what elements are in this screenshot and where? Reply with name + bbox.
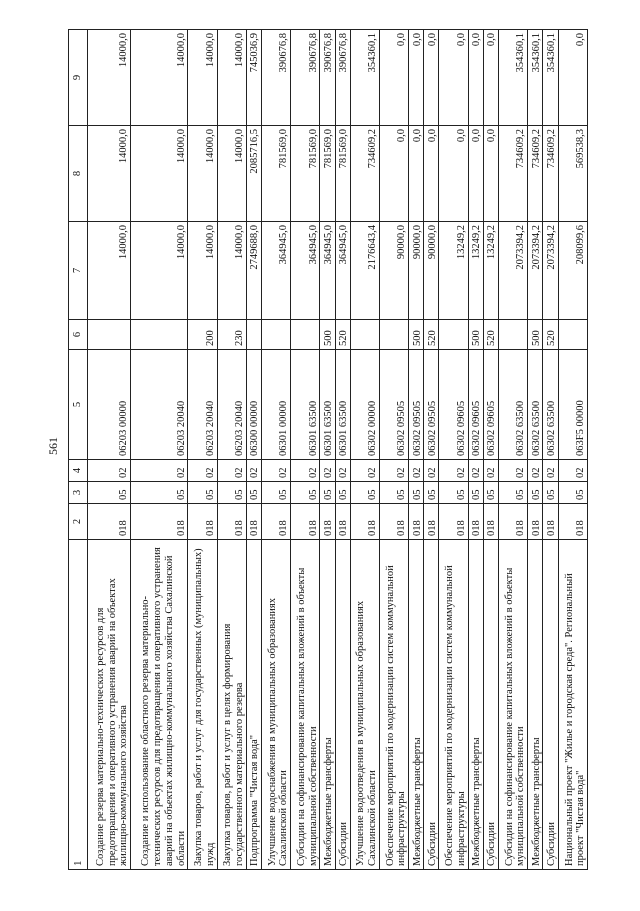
row-value-cell: 390676,8	[261, 30, 290, 126]
row-value-cell: 02	[335, 460, 350, 482]
row-value-cell: 06302 09605	[439, 350, 468, 460]
row-value-cell: 02	[188, 460, 217, 482]
row-value-cell: 13249,2	[483, 222, 498, 320]
row-value-cell: 734609,2	[350, 126, 379, 222]
row-name-cell: Субсидии	[483, 540, 498, 870]
row-value-cell: 06302 63500	[528, 350, 543, 460]
row-value-cell: 05	[131, 482, 188, 504]
row-value-cell: 018	[499, 504, 528, 540]
row-value-cell: 354360,1	[499, 30, 528, 126]
row-value-cell: 0,0	[424, 126, 439, 222]
column-header: 3	[69, 482, 88, 504]
row-value-cell: 500	[320, 320, 335, 350]
row-value-cell: 06302 09505	[409, 350, 424, 460]
row-name-cell: Межбюджетные трансферты	[528, 540, 543, 870]
row-value-cell: 14000,0	[217, 30, 246, 126]
row-value-cell: 018	[131, 504, 188, 540]
table-row	[439, 30, 468, 870]
row-value-cell	[379, 320, 408, 350]
row-value-cell: 569538,3	[558, 126, 587, 222]
row-value-cell: 018	[379, 504, 408, 540]
row-value-cell: 14000,0	[88, 30, 131, 126]
row-value-cell: 05	[439, 482, 468, 504]
row-value-cell	[261, 320, 290, 350]
row-value-cell: 05	[217, 482, 246, 504]
row-value-cell	[246, 320, 261, 350]
row-value-cell: 745036,9	[246, 30, 261, 126]
row-value-cell: 02	[246, 460, 261, 482]
row-value-cell: 02	[499, 460, 528, 482]
table-body	[88, 30, 588, 870]
row-value-cell: 200	[188, 320, 217, 350]
table-row	[528, 30, 543, 870]
table-row	[131, 30, 188, 870]
row-value-cell: 06302 09605	[468, 350, 483, 460]
row-value-cell: 018	[483, 504, 498, 540]
column-header: 7	[69, 222, 88, 320]
row-value-cell: 018	[424, 504, 439, 540]
row-value-cell: 500	[468, 320, 483, 350]
row-value-cell: 063F5 00000	[558, 350, 587, 460]
row-value-cell: 364945,0	[261, 222, 290, 320]
row-value-cell: 0,0	[468, 126, 483, 222]
row-value-cell: 02	[424, 460, 439, 482]
row-value-cell: 05	[558, 482, 587, 504]
row-value-cell: 05	[350, 482, 379, 504]
column-header: 5	[69, 350, 88, 460]
row-value-cell: 2073394,2	[499, 222, 528, 320]
row-value-cell: 2176643,4	[350, 222, 379, 320]
row-value-cell: 02	[261, 460, 290, 482]
row-value-cell: 0,0	[379, 126, 408, 222]
row-value-cell: 06301 00000	[261, 350, 290, 460]
row-value-cell: 05	[409, 482, 424, 504]
table-row	[188, 30, 217, 870]
column-header: 1	[69, 540, 88, 870]
row-value-cell: 02	[558, 460, 587, 482]
table-row	[483, 30, 498, 870]
row-name-cell: Субсидии	[543, 540, 558, 870]
row-value-cell: 06300 00000	[246, 350, 261, 460]
row-value-cell: 05	[424, 482, 439, 504]
column-header: 6	[69, 320, 88, 350]
row-value-cell: 90000,0	[424, 222, 439, 320]
row-value-cell	[350, 320, 379, 350]
row-value-cell: 018	[468, 504, 483, 540]
row-value-cell: 05	[188, 482, 217, 504]
row-value-cell: 02	[350, 460, 379, 482]
row-value-cell: 364945,0	[291, 222, 320, 320]
row-value-cell: 354360,1	[528, 30, 543, 126]
column-header: 2	[69, 504, 88, 540]
row-name-cell: Межбюджетные трансферты	[409, 540, 424, 870]
row-value-cell: 02	[483, 460, 498, 482]
row-value-cell: 520	[424, 320, 439, 350]
row-value-cell: 05	[543, 482, 558, 504]
table-row	[468, 30, 483, 870]
table-row	[424, 30, 439, 870]
row-name-cell: Субсидии на софинансирование капитальных вложений в объекты муниципальной собственности	[499, 540, 528, 870]
row-value-cell: 13249,2	[439, 222, 468, 320]
row-value-cell: 02	[409, 460, 424, 482]
row-value-cell	[88, 320, 131, 350]
row-name-cell: Обеспечение мероприятий по модернизации систем коммунальной инфраструктуры	[379, 540, 408, 870]
row-value-cell: 390676,8	[320, 30, 335, 126]
row-value-cell: 734609,2	[543, 126, 558, 222]
page-number: 561	[46, 437, 60, 455]
row-value-cell: 018	[543, 504, 558, 540]
table-row	[246, 30, 261, 870]
row-name-cell: Улучшение водоснабжения в муниципальных образованиях Сахалинской области	[261, 540, 290, 870]
row-value-cell: 05	[483, 482, 498, 504]
row-name-cell: Субсидии	[424, 540, 439, 870]
row-value-cell: 06203 20040	[188, 350, 217, 460]
row-value-cell: 05	[499, 482, 528, 504]
row-value-cell: 2073394,2	[528, 222, 543, 320]
row-value-cell: 0,0	[558, 30, 587, 126]
table-row	[320, 30, 335, 870]
row-name-cell: Подпрограмма "Чистая вода"	[246, 540, 261, 870]
table-row	[409, 30, 424, 870]
row-value-cell: 14000,0	[188, 126, 217, 222]
row-value-cell: 2073394,2	[543, 222, 558, 320]
row-value-cell: 781569,0	[261, 126, 290, 222]
row-value-cell: 14000,0	[217, 126, 246, 222]
row-value-cell: 520	[483, 320, 498, 350]
row-value-cell: 14000,0	[131, 222, 188, 320]
row-value-cell: 05	[379, 482, 408, 504]
table-row	[291, 30, 320, 870]
row-value-cell: 06301 63500	[320, 350, 335, 460]
row-value-cell: 018	[188, 504, 217, 540]
row-value-cell: 390676,8	[335, 30, 350, 126]
table-row	[261, 30, 290, 870]
row-value-cell: 018	[528, 504, 543, 540]
row-value-cell: 05	[291, 482, 320, 504]
column-header: 8	[69, 126, 88, 222]
row-name-cell: Межбюджетные трансферты	[320, 540, 335, 870]
row-value-cell	[499, 320, 528, 350]
row-value-cell: 14000,0	[88, 126, 131, 222]
row-value-cell: 500	[528, 320, 543, 350]
row-value-cell: 0,0	[379, 30, 408, 126]
row-value-cell: 14000,0	[188, 30, 217, 126]
column-header: 4	[69, 460, 88, 482]
row-value-cell: 90000,0	[379, 222, 408, 320]
table-row	[499, 30, 528, 870]
row-value-cell: 018	[409, 504, 424, 540]
row-value-cell: 02	[131, 460, 188, 482]
table-row	[88, 30, 131, 870]
row-value-cell: 208099,6	[558, 222, 587, 320]
row-name-cell: Национальный проект "Жилье и городская среда". Региональный проект "Чистая вода"	[558, 540, 587, 870]
row-value-cell: 06203 20040	[131, 350, 188, 460]
budget-table-container	[68, 30, 588, 870]
row-value-cell: 02	[320, 460, 335, 482]
row-value-cell: 520	[335, 320, 350, 350]
row-name-cell: Улучшение водоотведения в муниципальных образованиях Сахалинской области	[350, 540, 379, 870]
row-value-cell	[131, 320, 188, 350]
table-header-row	[69, 30, 88, 870]
row-value-cell: 13249,2	[468, 222, 483, 320]
row-value-cell: 018	[439, 504, 468, 540]
table-row	[379, 30, 408, 870]
row-name-cell: Создание резерва материально-технических ресурсов для предотвращения и оперативного устранения аварий на объектах жилищно-коммунального хозяйства	[88, 540, 131, 870]
row-value-cell: 0,0	[409, 126, 424, 222]
row-value-cell: 14000,0	[88, 222, 131, 320]
row-value-cell: 390676,8	[291, 30, 320, 126]
table-row	[217, 30, 246, 870]
row-value-cell: 05	[335, 482, 350, 504]
row-value-cell: 781569,0	[320, 126, 335, 222]
row-value-cell: 734609,2	[528, 126, 543, 222]
row-value-cell: 0,0	[483, 30, 498, 126]
row-value-cell: 2085716,5	[246, 126, 261, 222]
row-value-cell: 018	[217, 504, 246, 540]
row-value-cell: 06302 09505	[424, 350, 439, 460]
row-value-cell: 05	[528, 482, 543, 504]
row-value-cell: 364945,0	[335, 222, 350, 320]
row-value-cell	[439, 320, 468, 350]
row-value-cell: 06302 09605	[483, 350, 498, 460]
row-value-cell: 230	[217, 320, 246, 350]
table-row	[335, 30, 350, 870]
row-value-cell: 018	[320, 504, 335, 540]
row-value-cell: 018	[335, 504, 350, 540]
row-value-cell: 018	[291, 504, 320, 540]
row-value-cell: 0,0	[468, 30, 483, 126]
row-name-cell: Обеспечение мероприятий по модернизации систем коммунальной инфраструктуры	[439, 540, 468, 870]
row-value-cell: 05	[468, 482, 483, 504]
row-name-cell: Закупка товаров, работ и услуг в целях формирования государственного материального резерва	[217, 540, 246, 870]
row-value-cell: 06203 00000	[88, 350, 131, 460]
row-value-cell: 06302 63500	[543, 350, 558, 460]
row-name-cell: Субсидии на софинансирование капитальных вложений в объекты муниципальной собственности	[291, 540, 320, 870]
row-value-cell: 02	[468, 460, 483, 482]
row-value-cell: 0,0	[424, 30, 439, 126]
row-value-cell: 0,0	[409, 30, 424, 126]
row-value-cell: 02	[379, 460, 408, 482]
row-value-cell: 06203 20040	[217, 350, 246, 460]
row-value-cell: 05	[261, 482, 290, 504]
row-name-cell: Закупка товаров, работ и услуг для государственных (муниципальных) нужд	[188, 540, 217, 870]
row-value-cell: 781569,0	[335, 126, 350, 222]
row-value-cell: 90000,0	[409, 222, 424, 320]
row-value-cell: 018	[246, 504, 261, 540]
column-header: 9	[69, 30, 88, 126]
budget-table	[68, 29, 588, 870]
row-value-cell: 14000,0	[217, 222, 246, 320]
row-value-cell: 02	[88, 460, 131, 482]
row-value-cell	[558, 320, 587, 350]
row-value-cell: 0,0	[483, 126, 498, 222]
table-row	[558, 30, 587, 870]
row-name-cell: Субсидии	[335, 540, 350, 870]
row-value-cell: 06301 63500	[335, 350, 350, 460]
row-value-cell: 05	[320, 482, 335, 504]
row-value-cell: 018	[261, 504, 290, 540]
row-value-cell: 500	[409, 320, 424, 350]
table-row	[350, 30, 379, 870]
table-row	[543, 30, 558, 870]
row-value-cell: 018	[558, 504, 587, 540]
row-value-cell: 14000,0	[131, 30, 188, 126]
row-value-cell: 06302 63500	[499, 350, 528, 460]
row-value-cell: 06301 63500	[291, 350, 320, 460]
row-value-cell: 781569,0	[291, 126, 320, 222]
row-value-cell: 02	[291, 460, 320, 482]
row-value-cell: 520	[543, 320, 558, 350]
row-value-cell: 05	[88, 482, 131, 504]
row-value-cell: 354360,1	[350, 30, 379, 126]
row-value-cell: 02	[543, 460, 558, 482]
row-name-cell: Создание и использование областного резерва материально-технических ресурсов для предотвращения и оперативного устранения аварий на объектах жилищно-коммунального хозяйства Сахалинской области	[131, 540, 188, 870]
row-value-cell: 02	[439, 460, 468, 482]
row-value-cell: 364945,0	[320, 222, 335, 320]
row-value-cell: 354360,1	[543, 30, 558, 126]
row-value-cell: 734609,2	[499, 126, 528, 222]
row-name-cell: Межбюджетные трансферты	[468, 540, 483, 870]
row-value-cell: 0,0	[439, 30, 468, 126]
row-value-cell	[291, 320, 320, 350]
row-value-cell: 02	[528, 460, 543, 482]
row-value-cell: 018	[350, 504, 379, 540]
row-value-cell: 14000,0	[131, 126, 188, 222]
row-value-cell: 2749688,0	[246, 222, 261, 320]
row-value-cell: 02	[217, 460, 246, 482]
row-value-cell: 06302 09505	[379, 350, 408, 460]
row-value-cell: 06302 00000	[350, 350, 379, 460]
row-value-cell: 05	[246, 482, 261, 504]
row-value-cell: 0,0	[439, 126, 468, 222]
row-value-cell: 018	[88, 504, 131, 540]
row-value-cell: 14000,0	[188, 222, 217, 320]
